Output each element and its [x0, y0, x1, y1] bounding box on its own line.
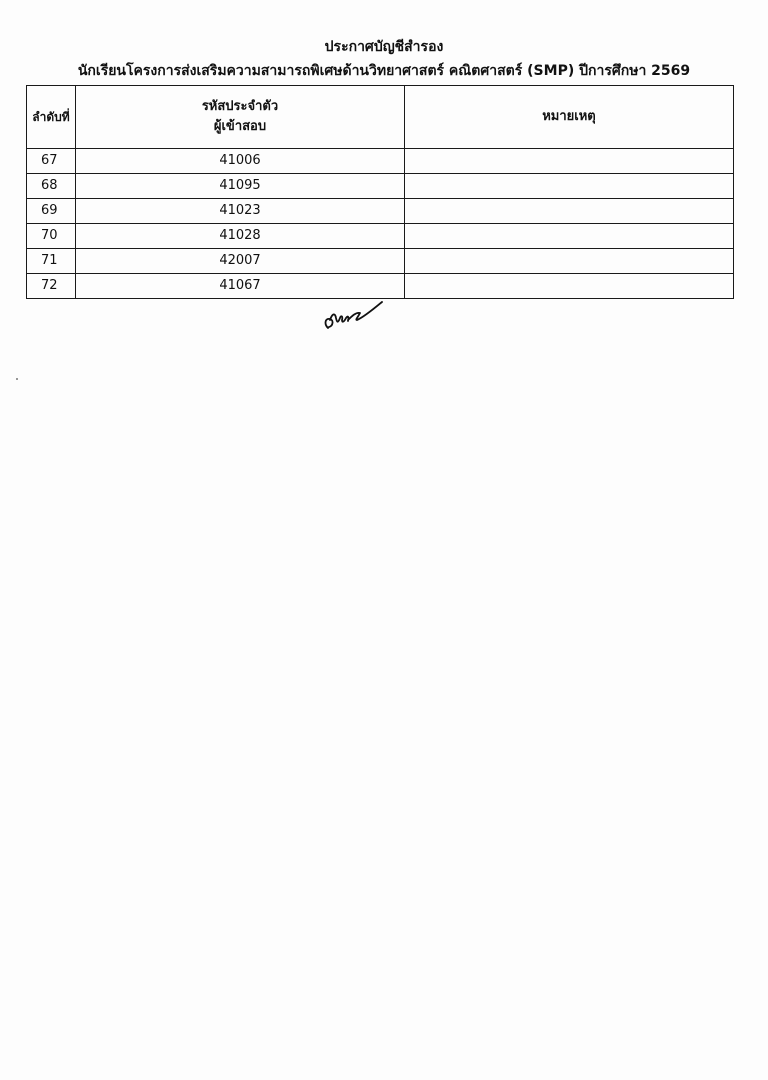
cell-sequence: 67 — [27, 149, 76, 174]
header-remarks: หมายเหตุ — [405, 86, 734, 149]
document-subtitle: นักเรียนโครงการส่งเสริมความสามารถพิเศษด้านวิทยาศาสตร์ คณิตศาสตร์ (SMP) ปีการศึกษา 2569 — [77, 63, 691, 79]
table-header — [27, 86, 734, 149]
cell-exam-id: 42007 — [76, 249, 405, 274]
cell-sequence: 70 — [27, 224, 76, 249]
header-exam-id — [76, 86, 405, 149]
table-row — [27, 249, 734, 274]
cell-remarks — [405, 199, 734, 224]
table-row — [27, 199, 734, 224]
header-exam-id-line2: ผู้เข้าสอบ — [213, 119, 267, 134]
cell-remarks — [405, 224, 734, 249]
cell-sequence: 68 — [27, 174, 76, 199]
cell-exam-id: 41028 — [76, 224, 405, 249]
cell-sequence: 72 — [27, 274, 76, 299]
cell-sequence: 69 — [27, 199, 76, 224]
cell-exam-id: 41006 — [76, 149, 405, 174]
cell-remarks — [405, 249, 734, 274]
cell-remarks — [405, 149, 734, 174]
document-title: ประกาศบัญชีสำรอง — [324, 39, 444, 55]
header-sequence: ลำดับที่ — [27, 86, 76, 149]
table-row — [27, 149, 734, 174]
handwritten-signature — [322, 290, 384, 336]
table-row — [27, 174, 734, 199]
cell-exam-id: 41023 — [76, 199, 405, 224]
table-body — [27, 149, 734, 299]
table-row — [27, 224, 734, 249]
header-exam-id-line1: รหัสประจำตัว — [201, 99, 279, 114]
cell-remarks — [405, 274, 734, 299]
cell-exam-id: 41067 — [76, 274, 405, 299]
paper-speck — [16, 378, 18, 380]
table-header-row — [27, 86, 734, 149]
cell-exam-id: 41095 — [76, 174, 405, 199]
cell-sequence: 71 — [27, 249, 76, 274]
cell-remarks — [405, 174, 734, 199]
reserve-list-table — [26, 85, 734, 299]
